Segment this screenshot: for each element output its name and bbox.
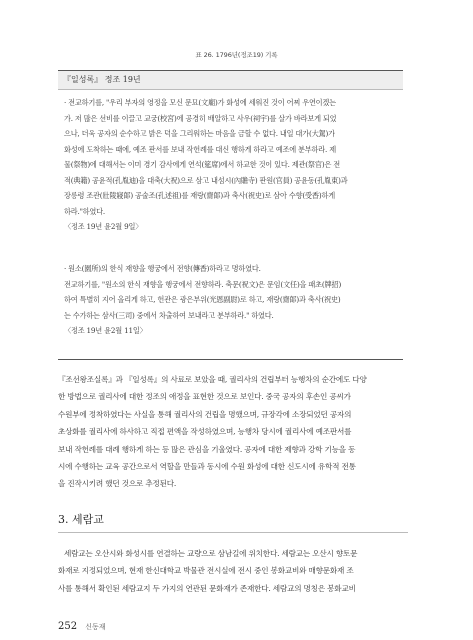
paragraph-line: 을 진작시키려 했던 것으로 추정된다. [58,479,177,489]
record-entry-2 [64,261,398,339]
paragraph-line: 화재로 지정되었으며, 현재 한신대학교 박물관 전시실에 전시 중인 봉화교비와 매향문화재 조 [58,566,354,576]
section-paragraph [58,545,406,597]
paragraph-line: 세람교는 오산시와 화성시를 연결하는 교량으로 삼남길에 위치한다. 세람교는 오산시 향토문 [64,549,358,558]
page-number: 252 [58,621,78,632]
paragraph-line: 『조선왕조실록』과 『일성록』의 사료로 보았을 때, 궐리사의 건립부터 능행차의 순간에도 다양 [58,375,367,384]
paragraph-line: 시에 수행하는 교육 공간으로서 역할을 만들과 동시에 수원 화성에 대한 신도시에 유학적 전통 [58,462,356,472]
section-heading: 3. 세람교 [58,513,104,526]
entry-date: 〈정조 19년 윤2월 11일〉 [64,326,147,335]
record-entry-1 [64,95,398,235]
entry-line: 적(典籍) 공윤적(孔胤迪)을 대축(大祝)으로 삼고 내섬시(內贍寺) 판원(官員) 공윤동(孔胤東)과 [64,175,348,185]
running-title: 신동재 [85,623,106,631]
paragraph-line: 수원부에 정착하였다는 사실을 통해 궐리사의 건립을 명했으며, 규장각에 소장되었던 공자의 [58,409,352,419]
entry-line: 하여 특별히 지어 올리게 하고, 헌관은 광은부위(光恩副尉)로 하고, 재랑(齋郞)과 축사(祝史) [64,295,341,304]
section-divider [58,532,408,533]
paragraph-line: 초상화를 궐리사에 하사하고 직접 편액을 작성하였으며, 능행차 당시에 궐리사에 예조판서를 [58,427,352,437]
paragraph-line: 한 방법으로 궐리사에 대한 정조의 애정을 표현한 것으로 보인다. 중국 공자의 후손인 공씨가 [58,392,351,402]
table-caption: 표 26. 1796년(정조19) 기록 [195,51,278,59]
entry-line: · 원소(園所)의 한식 재향을 행궁에서 전향(傳香)하라고 명하였다. [64,264,261,273]
entry-line: 전교하기를, "원소의 한식 재향을 행궁에서 전향하라. 축문(祝文)은 문임(文任)을 패초(牌招) [64,279,342,289]
entry-line: 하라."하였다. [64,206,105,216]
entry-date: 〈정조 19년 윤2월 9일〉 [64,222,143,231]
entry-line: 는 수가하는 삼사(三司) 중에서 차출하여 보내라고 분부하라." 하였다. [64,310,274,320]
record-box-header [58,71,403,90]
page-footer [58,614,105,633]
entry-line: 장릉령 조관(壯陵寢郞) 공술조(孔述祖)를 재랑(齋郞)과 축사(祝史)로 삼아 수향(受香)하게 [64,191,335,200]
entry-line: 화성에 도착하는 때에, 예조 판서를 보내 작헌례를 대신 행하게 하라고 예조에 분부하라. 제 [64,144,336,154]
entry-line: · 전교하기를, "우리 부자의 영정을 모신 문묘(文廟)가 화성에 세워진 것이 어찌 우연이겠는 [64,98,336,107]
entry-line: 으나, 더욱 공자의 순수하고 밝은 덕을 그리워하는 마음을 금할 수 없다. 내일 대가(大駕)가 [64,129,335,138]
paragraph-line: 보내 작헌례를 대례 행하게 하는 등 많은 관심을 기울였다. 공자에 대한 제향과 강학 기능을 동 [58,444,356,454]
analysis-paragraph [58,371,406,493]
entry-line: 물(祭物)에 대해서는 이미 경기 감사에게 연석(筵席)에서 하교한 것이 있다. 제관(祭官)은 전 [64,160,341,169]
record-box [58,70,403,360]
entry-line: 가. 저 많은 선비를 이끌고 교궁(校宮)에 공경히 배알하고 사우(祠宇)를 살가 바라보게 되었 [64,113,337,123]
paragraph-line: 사를 통해서 확인된 세람교지 두 가지의 연관된 문화재가 존재한다. 세람교의 명칭은 봉화교비 [58,583,356,593]
record-source-title: 『일성록』 정조 19년 [63,75,141,84]
